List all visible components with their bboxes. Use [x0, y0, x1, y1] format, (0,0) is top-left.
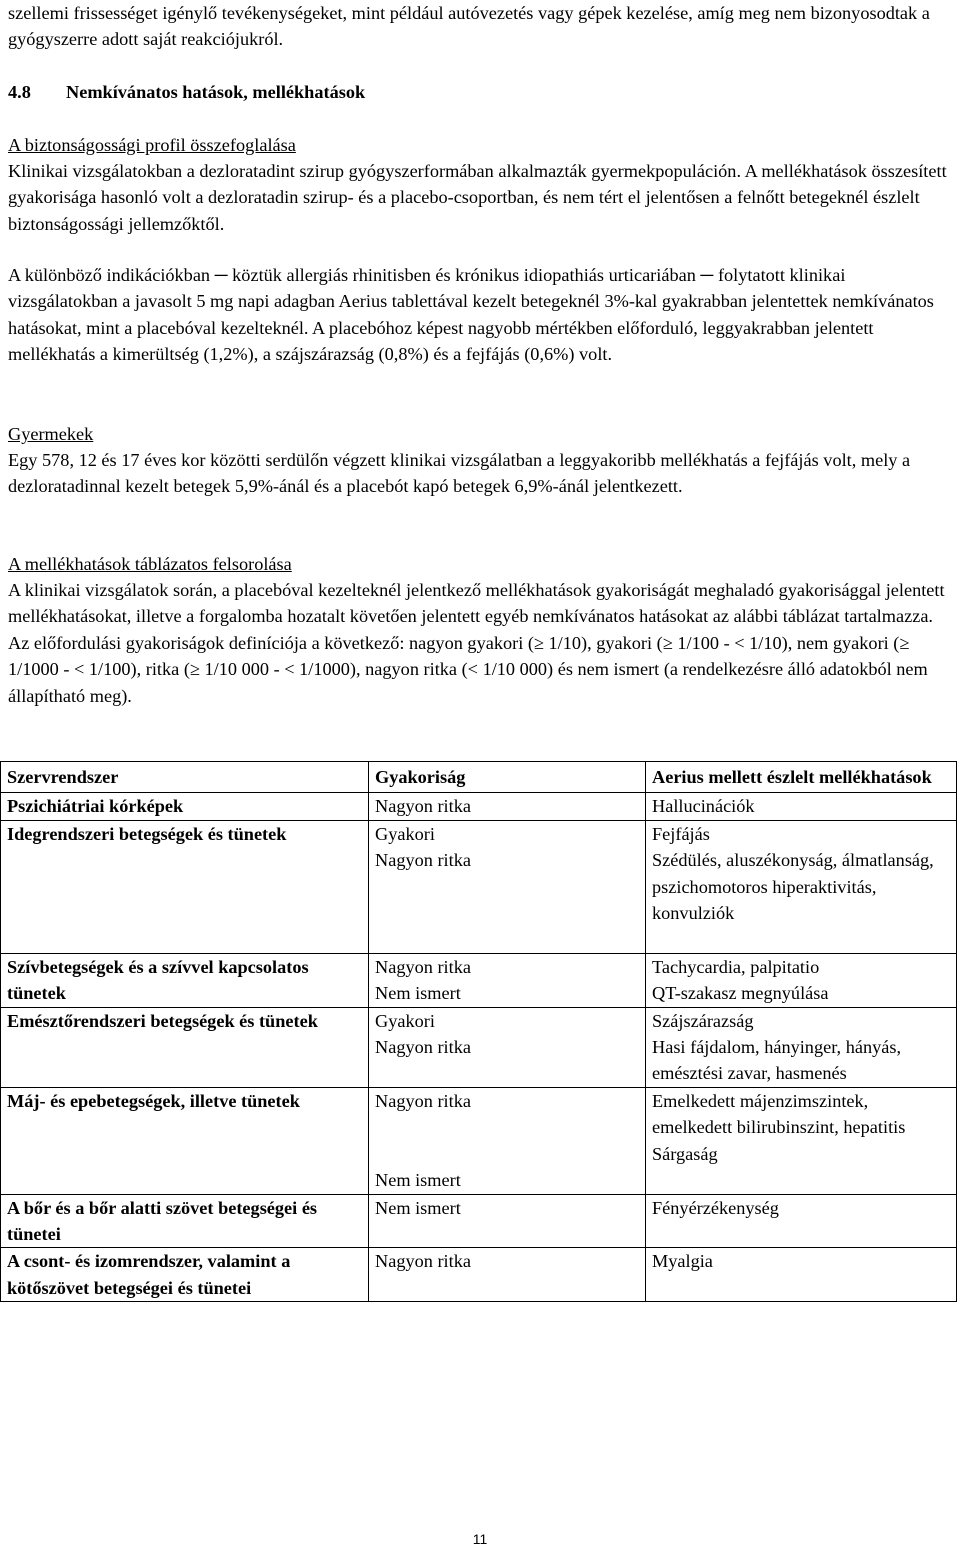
safety-profile-paragraph-1: Klinikai vizsgálatokban a dezloratadint szirup gyógyszerformában alkalmazták gyermekpopuláción. A mellékhatások összesített gyakorisága hasonló volt a dezloratadin szirup- és a placebo-csoportban, és nem tért el jelentősen a felnőtt betegeknél észlelt biztonságossági jellemzőktől. — [8, 161, 947, 234]
frequency-value — [375, 926, 639, 952]
adverse-effects-table — [0, 761, 957, 1302]
adverse-effect-value: Szájszárazság — [652, 1010, 754, 1031]
table-row — [1, 1194, 957, 1248]
children-paragraph: Egy 578, 12 és 17 éves kor közötti serdülőn végzett klinikai vizsgálatban a leggyakoribb mellékhatás a fejfájás volt, mely a dezloratadinnal kezelt betegek 5,9%-ánál és a placebót kapó betegek 6,9%-ánál jelentkezett. — [8, 450, 911, 497]
adverse-effect-cell — [646, 1194, 957, 1248]
frequency-value: Nagyon ritka — [375, 796, 471, 817]
frequency-value: Nem ismert — [375, 1170, 461, 1191]
adverse-effect-cell — [646, 1248, 957, 1302]
adverse-effect-value: Hasi fájdalom, hányinger, hányás, emésztési zavar, hasmenés — [652, 1037, 902, 1084]
organ-system-cell: Pszichiátriai kórképek — [1, 793, 369, 820]
children-heading: Gyermekek — [8, 424, 94, 444]
table-row — [1, 1007, 957, 1087]
frequency-value: Gyakori — [375, 823, 435, 844]
adverse-effect-cell — [646, 793, 957, 820]
table-row — [1, 953, 957, 1007]
frequency-value: Nagyon ritka — [375, 1251, 471, 1272]
table-row — [1, 1087, 957, 1194]
organ-system-cell: A csont- és izomrendszer, valamint a kötőszövet betegségei és tünetei — [1, 1248, 369, 1302]
frequency-value: Nagyon ritka — [375, 956, 471, 977]
adverse-effect-cell — [646, 1087, 957, 1194]
adverse-effect-cell — [646, 1007, 957, 1087]
frequency-cell — [369, 820, 646, 953]
section-heading — [8, 79, 952, 105]
frequency-value — [375, 874, 639, 900]
adverse-effect-value: Tachycardia, palpitatio — [652, 956, 820, 977]
frequency-value: Nagyon ritka — [375, 1090, 471, 1111]
table-row — [1, 793, 957, 820]
safety-profile-heading: A biztonságossági profil összefoglalása — [8, 135, 296, 155]
frequency-value — [375, 1114, 639, 1140]
frequency-value: Gyakori — [375, 1010, 435, 1031]
section-title: Nemkívánatos hatások, mellékhatások — [66, 82, 366, 102]
frequency-cell — [369, 1087, 646, 1194]
frequency-cell — [369, 793, 646, 820]
frequency-value: Nagyon ritka — [375, 1037, 471, 1058]
frequency-cell — [369, 1248, 646, 1302]
adverse-effect-value: QT-szakasz megnyúlása — [652, 983, 829, 1004]
adverse-effect-value: Fejfájás — [652, 823, 710, 844]
adverse-effect-value: Fényérzékenység — [652, 1197, 779, 1218]
organ-system-cell: Szívbetegségek és a szívvel kapcsolatos tünetek — [1, 953, 369, 1007]
header-frequency: Gyakoriság — [369, 762, 646, 793]
adverse-effect-value: Myalgia — [652, 1251, 713, 1272]
tabulated-paragraph: A klinikai vizsgálatok során, a placebóval kezelteknél jelentkező mellékhatások gyakoriságát meghaladó gyakorisággal jelentett mellékhatásokat, illetve a forgalomba hozatalt követően jelentett egyéb nemkívánatos hatásokat az alábbi táblázat tartalmazza. Az előfordulási gyakoriságok definíciója a következő: nagyon gyakori (≥ 1/10), gyakori (≥ 1/100 - < 1/10), nem gyakori (≥ 1/1000 - < 1/100), ritka (≥ 1/10 000 - < 1/1000), nagyon ritka (< 1/10 000) és nem ismert (a rendelkezésre álló adatokból nem állapítható meg). — [8, 580, 945, 706]
organ-system-cell: A bőr és a bőr alatti szövet betegségei és tünetei — [1, 1194, 369, 1248]
tabulated-heading: A mellékhatások táblázatos felsorolása — [8, 554, 292, 574]
page-number: 11 — [472, 1531, 488, 1547]
table-row — [1, 1248, 957, 1302]
frequency-value — [375, 900, 639, 926]
organ-system-cell: Máj- és epebetegségek, illetve tünetek — [1, 1087, 369, 1194]
table-row — [1, 820, 957, 953]
adverse-effect-value: Emelkedett májenzimszintek, emelkedett bilirubinszint, hepatitis — [652, 1090, 906, 1138]
organ-system-cell: Emésztőrendszeri betegségek és tünetek — [1, 1007, 369, 1087]
frequency-value: Nem ismert — [375, 1197, 461, 1218]
header-organ-system: Szervrendszer — [1, 762, 369, 793]
section-number: 4.8 — [8, 82, 31, 102]
organ-system-cell: Idegrendszeri betegségek és tünetek — [1, 820, 369, 953]
adverse-effect-cell — [646, 953, 957, 1007]
table-header-row — [1, 762, 957, 793]
adverse-effect-value: Hallucinációk — [652, 796, 755, 817]
safety-profile-paragraph-2: A különböző indikációkban ─ köztük allergiás rhinitisben és krónikus idiopathiás urticariában ─ folytatott klinikai vizsgálatokban a javasolt 5 mg napi adagban Aerius tablettával kezelt betegeknél 3%-kal gyakrabban jelentettek nemkívánatos hatásokat, mint a placebóval kezelteknél. A placebóhoz képest nagyobb mértékben előforduló, leggyakrabban jelentett mellékhatás a kimerültség (1,2%), a szájszárazság (0,8%) és a fejfájás (0,6%) volt. — [8, 265, 934, 365]
adverse-effect-value: Szédülés, aluszékonyság, álmatlanság, pszichomotoros hiperaktivitás, konvulziók — [652, 850, 934, 924]
frequency-cell — [369, 953, 646, 1007]
frequency-value — [375, 1141, 639, 1167]
intro-paragraph: szellemi frissességet igénylő tevékenységeket, mint például autóvezetés vagy gépek kezelése, amíg meg nem bizonyosodtak a gyógyszerre adott saját reakciójukról. — [8, 3, 930, 50]
frequency-cell — [369, 1194, 646, 1248]
frequency-value: Nem ismert — [375, 983, 461, 1004]
frequency-cell — [369, 1007, 646, 1087]
frequency-value: Nagyon ritka — [375, 850, 471, 871]
adverse-effect-cell — [646, 820, 957, 953]
header-adverse-effects: Aerius mellett észlelt mellékhatások — [646, 762, 957, 793]
adverse-effect-value: Sárgaság — [652, 1143, 718, 1164]
